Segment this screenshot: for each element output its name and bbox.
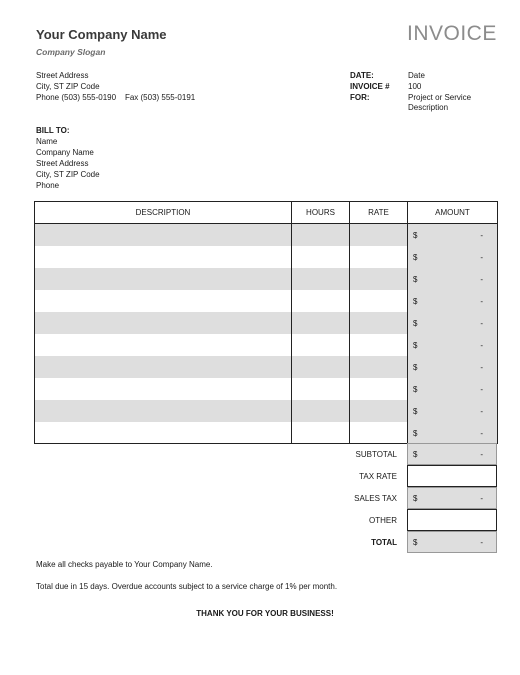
total-currency: $	[413, 538, 418, 547]
hours-cell[interactable]	[292, 422, 350, 444]
for-value-line1[interactable]: Project or Service	[408, 93, 472, 102]
rate-cell[interactable]	[350, 246, 408, 268]
amount-cell	[408, 400, 498, 422]
amount-cell	[408, 224, 498, 246]
bill-to-label: BILL TO:	[36, 126, 70, 135]
company-name: Your Company Name	[36, 27, 167, 42]
amount-cell	[408, 378, 498, 400]
amount-cell	[408, 290, 498, 312]
table-row	[35, 334, 498, 356]
sales-tax-field	[407, 487, 497, 509]
description-cell[interactable]	[35, 422, 292, 444]
header-description: DESCRIPTION	[35, 202, 292, 224]
rate-cell[interactable]	[350, 290, 408, 312]
tax-rate-label: TAX RATE	[359, 472, 397, 481]
description-cell[interactable]	[35, 224, 292, 246]
amount-value: -	[480, 384, 483, 394]
table-row	[35, 312, 498, 334]
description-cell[interactable]	[35, 312, 292, 334]
date-label: DATE:	[350, 71, 374, 80]
amount-currency: $	[413, 340, 418, 350]
company-address	[36, 70, 195, 103]
description-cell[interactable]	[35, 400, 292, 422]
amount-currency: $	[413, 384, 418, 394]
amount-value: -	[480, 231, 483, 240]
rate-cell[interactable]	[350, 268, 408, 290]
rate-cell[interactable]	[350, 400, 408, 422]
header-hours: HOURS	[292, 202, 350, 224]
company-street: Street Address	[36, 71, 89, 80]
table-row	[35, 268, 498, 290]
amount-cell	[408, 334, 498, 356]
rate-cell[interactable]	[350, 224, 408, 246]
amount-value: -	[480, 274, 483, 284]
rate-cell[interactable]	[350, 312, 408, 334]
date-value[interactable]: Date	[408, 71, 425, 80]
amount-cell	[408, 246, 498, 268]
description-cell[interactable]	[35, 378, 292, 400]
header-rate: RATE	[350, 202, 408, 224]
bill-to-block	[36, 125, 100, 191]
table-row	[35, 290, 498, 312]
subtotal-currency: $	[413, 450, 418, 459]
tax-rate-field[interactable]	[407, 465, 497, 487]
hours-cell[interactable]	[292, 378, 350, 400]
table-row	[35, 224, 498, 246]
invoice-meta-values	[408, 70, 471, 113]
table-row	[35, 400, 498, 422]
amount-value: -	[480, 362, 483, 372]
total-field	[407, 531, 497, 553]
hours-cell[interactable]	[292, 356, 350, 378]
hours-cell[interactable]	[292, 268, 350, 290]
amount-cell	[408, 356, 498, 378]
table-row	[35, 246, 498, 268]
company-phone-fax: Phone (503) 555-0190 Fax (503) 555-0191	[36, 93, 196, 102]
bill-to-phone[interactable]: Phone	[36, 181, 60, 190]
company-slogan: Company Slogan	[36, 47, 106, 57]
description-cell[interactable]	[35, 290, 292, 312]
company-city: City, ST ZIP Code	[36, 82, 100, 91]
rate-cell[interactable]	[350, 334, 408, 356]
sales-tax-value: -	[480, 494, 483, 503]
table-header-row	[35, 202, 498, 224]
invoice-number-value[interactable]: 100	[408, 82, 422, 91]
hours-cell[interactable]	[292, 312, 350, 334]
subtotal-field	[407, 443, 497, 465]
amount-cell	[408, 268, 498, 290]
bill-to-street[interactable]: Street Address	[36, 159, 89, 168]
amount-value: -	[480, 428, 483, 438]
amount-currency: $	[413, 231, 418, 240]
hours-cell[interactable]	[292, 246, 350, 268]
amount-cell	[408, 422, 498, 444]
rate-cell[interactable]	[350, 422, 408, 444]
thank-you-note: THANK YOU FOR YOUR BUSINESS!	[196, 609, 334, 618]
table-row	[35, 378, 498, 400]
checks-payable-note: Make all checks payable to Your Company Name.	[36, 560, 213, 569]
hours-cell[interactable]	[292, 290, 350, 312]
subtotal-label: SUBTOTAL	[355, 450, 397, 459]
sales-tax-label: SALES TAX	[354, 494, 397, 503]
payment-terms-note: Total due in 15 days. Overdue accounts subject to a service charge of 1% per month.	[36, 582, 338, 591]
header-amount: AMOUNT	[408, 202, 498, 224]
invoice-meta-labels	[350, 70, 390, 103]
bill-to-company[interactable]: Company Name	[36, 148, 94, 157]
amount-value: -	[480, 340, 483, 350]
rate-cell[interactable]	[350, 356, 408, 378]
description-cell[interactable]	[35, 356, 292, 378]
sales-tax-currency: $	[413, 494, 418, 503]
hours-cell[interactable]	[292, 334, 350, 356]
line-items-table	[34, 201, 498, 444]
amount-currency: $	[413, 252, 418, 262]
amount-currency: $	[413, 274, 418, 284]
other-field[interactable]	[407, 509, 497, 531]
table-row	[35, 422, 498, 444]
other-label: OTHER	[369, 516, 397, 525]
bill-to-city[interactable]: City, ST ZIP Code	[36, 170, 100, 179]
amount-currency: $	[413, 406, 418, 416]
amount-value: -	[480, 252, 483, 262]
hours-cell[interactable]	[292, 224, 350, 246]
description-cell[interactable]	[35, 268, 292, 290]
bill-to-name[interactable]: Name	[36, 137, 58, 146]
subtotal-value: -	[480, 450, 483, 459]
invoice-title: INVOICE	[407, 22, 497, 45]
amount-value: -	[480, 406, 483, 416]
hours-cell[interactable]	[292, 400, 350, 422]
rate-cell[interactable]	[350, 378, 408, 400]
total-value: -	[480, 538, 483, 547]
description-cell[interactable]	[35, 334, 292, 356]
description-cell[interactable]	[35, 246, 292, 268]
for-label: FOR:	[350, 93, 370, 102]
amount-currency: $	[413, 362, 418, 372]
amount-value: -	[480, 318, 483, 328]
amount-currency: $	[413, 428, 418, 438]
amount-value: -	[480, 296, 483, 306]
invoice-number-label: INVOICE #	[350, 82, 390, 91]
amount-currency: $	[413, 296, 418, 306]
table-row	[35, 356, 498, 378]
for-value-line2[interactable]: Description	[408, 103, 449, 112]
amount-cell	[408, 312, 498, 334]
total-label: TOTAL	[371, 538, 397, 547]
amount-currency: $	[413, 318, 418, 328]
